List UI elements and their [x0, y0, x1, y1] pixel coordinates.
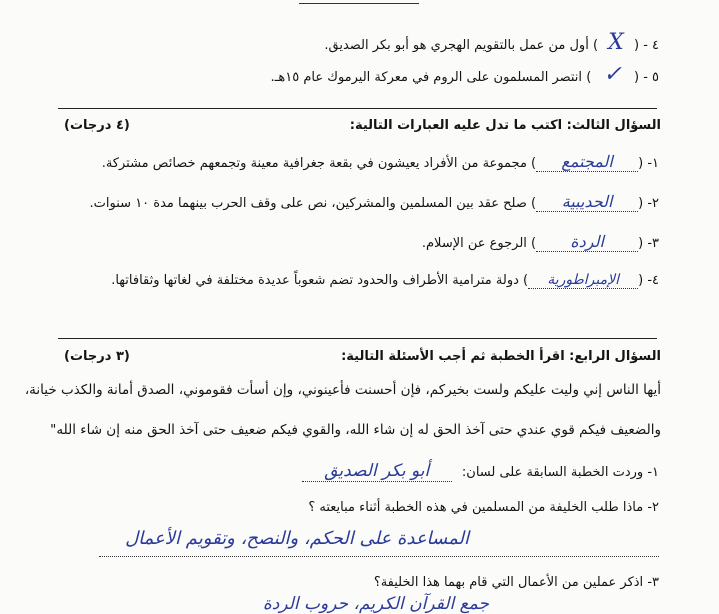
q3-item-text: ) الرجوع عن الإسلام.: [421, 236, 537, 251]
q3-item-num: ٣- (: [638, 236, 659, 251]
tf-item-answer: ✓: [603, 62, 622, 87]
q4-title: السؤال الرابع: اقرأ الخطبة ثم أجب الأسئلة التالية:: [341, 349, 661, 364]
top-fragment: [299, 0, 419, 4]
q4-answer: المساعدة على الحكم، والنصح، وتقويم الأعمال: [125, 528, 469, 549]
q3-item-1: [102, 152, 659, 172]
q3-item-num: ١- (: [638, 156, 659, 171]
q3-item-text: ) دولة مترامية الأطراف والحدود تضم شعوباً عديدة مختلفة في لغاتها وثقافاتها.: [111, 273, 529, 288]
q4-question-text: اذكر عملين من الأعمال التي قام بهما هذا الخليفة؟: [373, 575, 644, 590]
q3-item-answer: الإمبراطورية: [528, 272, 638, 289]
section-divider: [58, 338, 657, 339]
q3-item-answer: المجتمع: [536, 152, 638, 172]
q3-item-answer: الردة: [536, 232, 638, 252]
tf-item-text: انتصر المسلمون على الروم في معركة اليرموك عام ١٥هـ.: [270, 70, 583, 85]
q3-title: السؤال الثالث: اكتب ما تدل عليه العبارات التالية:: [349, 118, 661, 133]
q3-item-num: ٢- (: [638, 196, 659, 211]
tf-item-close: ): [592, 38, 599, 53]
tf-item-num: ٥ - (: [633, 70, 659, 85]
q3-item-text: ) صلح عقد بين المسلمين والمشركين، نص على وقف الحرب بينهما مدة ١٠ سنوات.: [89, 196, 537, 211]
q4-question-text: وردت الخطبة السابقة على لسان:: [461, 465, 644, 480]
q3-marks: (٤ درجات): [64, 118, 130, 133]
q3-item-num: ٤- (: [638, 273, 659, 288]
q3-item-text: ) مجموعة من الأفراد يعيشون في بقعة جغرافية معينة وتجمعهم خصائص مشتركة.: [101, 156, 537, 171]
q4-question-num: ٣-: [647, 575, 659, 590]
section-divider: [58, 108, 657, 109]
speech-line-1: أيها الناس إني وليت عليكم ولست بخيركم، فإن أحسنت فأعينوني، وإن أسأت فقوموني، الصدق أمانة والكذب خيانة،: [24, 382, 661, 398]
tf-item-close: ): [586, 70, 592, 85]
q3-item-3: [422, 232, 659, 252]
tf-item-num: ٤ - (: [633, 38, 659, 53]
q3-item-2: [90, 192, 659, 212]
q4-question-text: ماذا طلب الخليفة من المسلمين في هذه الخطبة أثناء مبايعته ؟: [308, 500, 644, 515]
q3-item-answer: الحديبية: [536, 192, 638, 212]
q4-question-2: [308, 500, 659, 515]
q4-question-num: ٢-: [647, 500, 659, 515]
q4-answer: أبو بكر الصديق: [302, 461, 452, 482]
q4-marks: (٣ درجات): [64, 349, 130, 364]
q4-question-1: [302, 461, 659, 482]
tf-item-5: [270, 62, 659, 87]
q4-question-num: ١-: [647, 465, 659, 480]
q4-question-3: [374, 575, 659, 590]
q3-item-4: [111, 272, 659, 289]
answer-dotted-line: [99, 556, 659, 557]
tf-item-answer: X: [608, 30, 624, 55]
speech-line-2: والضعيف فيكم قوي عندي حتى آخذ الحق له إن شاء الله، والقوي فيكم ضعيف حتى آخذ الحق منه إن شاء الله": [50, 422, 661, 438]
tf-item-text: أول من عمل بالتقويم الهجري هو أبو بكر الصديق.: [324, 38, 589, 53]
tf-item-4: [324, 30, 659, 55]
q4-answer: جمع القرآن الكريم، حروب الردة: [262, 594, 489, 614]
